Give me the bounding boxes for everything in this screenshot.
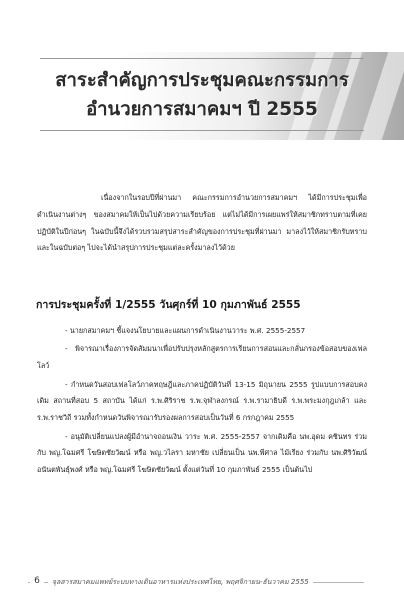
agenda-item: - นายกสมาคมฯ ชี้แจงนโยบายและแผนการดำเนินงานวาระ พ.ศ. 2555-2557 <box>65 326 306 335</box>
page-footer <box>0 571 404 593</box>
meeting-heading: การประชุมครั้งที่ 1/2555 วันศุกร์ที่ 10 กุมภาพันธ์ 2555 <box>36 299 301 311</box>
running-footer-title: จุลสารสมาคมแพทย์ระบบทางเดินอาหารแห่งประเทศไทย, พฤศจิกายน-ธันวาคม 2555 <box>48 575 313 589</box>
page-title-line-2: อำนวยการสมาคมฯ ปี 2555 <box>86 99 318 120</box>
title-bottom-rule <box>40 130 364 131</box>
agenda-item: - อนุมัติเปลี่ยนแปลงผู้มีอำนาจถอนเงิน วาระ พ.ศ. 2555-2557 จากเดิมคือ นพ.อุดม คชินทร ร่วมกับ พญ.โฉมศรี โฆษิตชัยวัฒน์ หรือ พญ.วไลรา มหาชัย เปลี่ยนเป็น นพ.พีศาล ไม้เรียง ร่วมกับ นพ.ศิริวัฒน์ อนันตพันธุ์พงศ์ หรือ พญ.โฉมศรี โฆษิตชัยวัฒน์ ตั้งแต่วันที่ 10 กุมภาพันธ์ 2555 เป็นต้นไป <box>37 431 367 475</box>
title-banner <box>0 52 404 140</box>
intro-paragraph: เนื่องจากในรอบปีที่ผ่านมา คณะกรรมการอำนวยการสมาคมฯ ได้มีการประชุมเพื่อดำเนินงานต่างๆ ของสมาคมให้เป็นไปด้วยความเรียบร้อย แต่ไม่ได้มีการเผยแพร่ให้สมาชิกทราบตามที่เคยปฏิบัติในปีก่อนๆ ในฉบับนี้จึงได้รวบรวมสรุปสาระสำคัญของการประชุมที่ผ่านมา มาลงไว้ให้สมาชิกรับทราบ และในฉบับต่อๆ ไปจะได้นำสรุปการประชุมแต่ละครั้งมาลงไว้ด้วย <box>37 193 367 253</box>
page-title-line-1: สาระสำคัญการประชุมคณะกรรมการ <box>55 70 349 91</box>
agenda-item: - พิจารณาเรื่องการจัดสัมมนาเพื่อปรับปรุงหลักสูตรการเรียนการสอนและกลั่นกรองข้อสอบของเฟลโลว์ <box>37 344 367 371</box>
page-number: 6 <box>30 574 44 589</box>
title-top-rule <box>40 58 364 59</box>
meeting-agenda-list <box>37 323 367 481</box>
agenda-item: - กำหนดวันสอบเฟลโลว์ภาคทฤษฎีและภาคปฏิบัติวันที่ 13-15 มิถุนายน 2555 รูปแบบการสอบคงเดิม สถานที่สอบ 5 สถาบัน ได้แก่ ร.พ.ศิริราช ร.พ.จุฬาลงกรณ์ ร.พ.รามาธิบดี ร.พ.พระมงกุฎเกล้า และ ร.พ.ราชวิถี รวมทั้งกำหนดวันพิจารณารับรองผลการสอบเป็นวันที่ 6 กรกฎาคม 2555 <box>37 379 367 423</box>
